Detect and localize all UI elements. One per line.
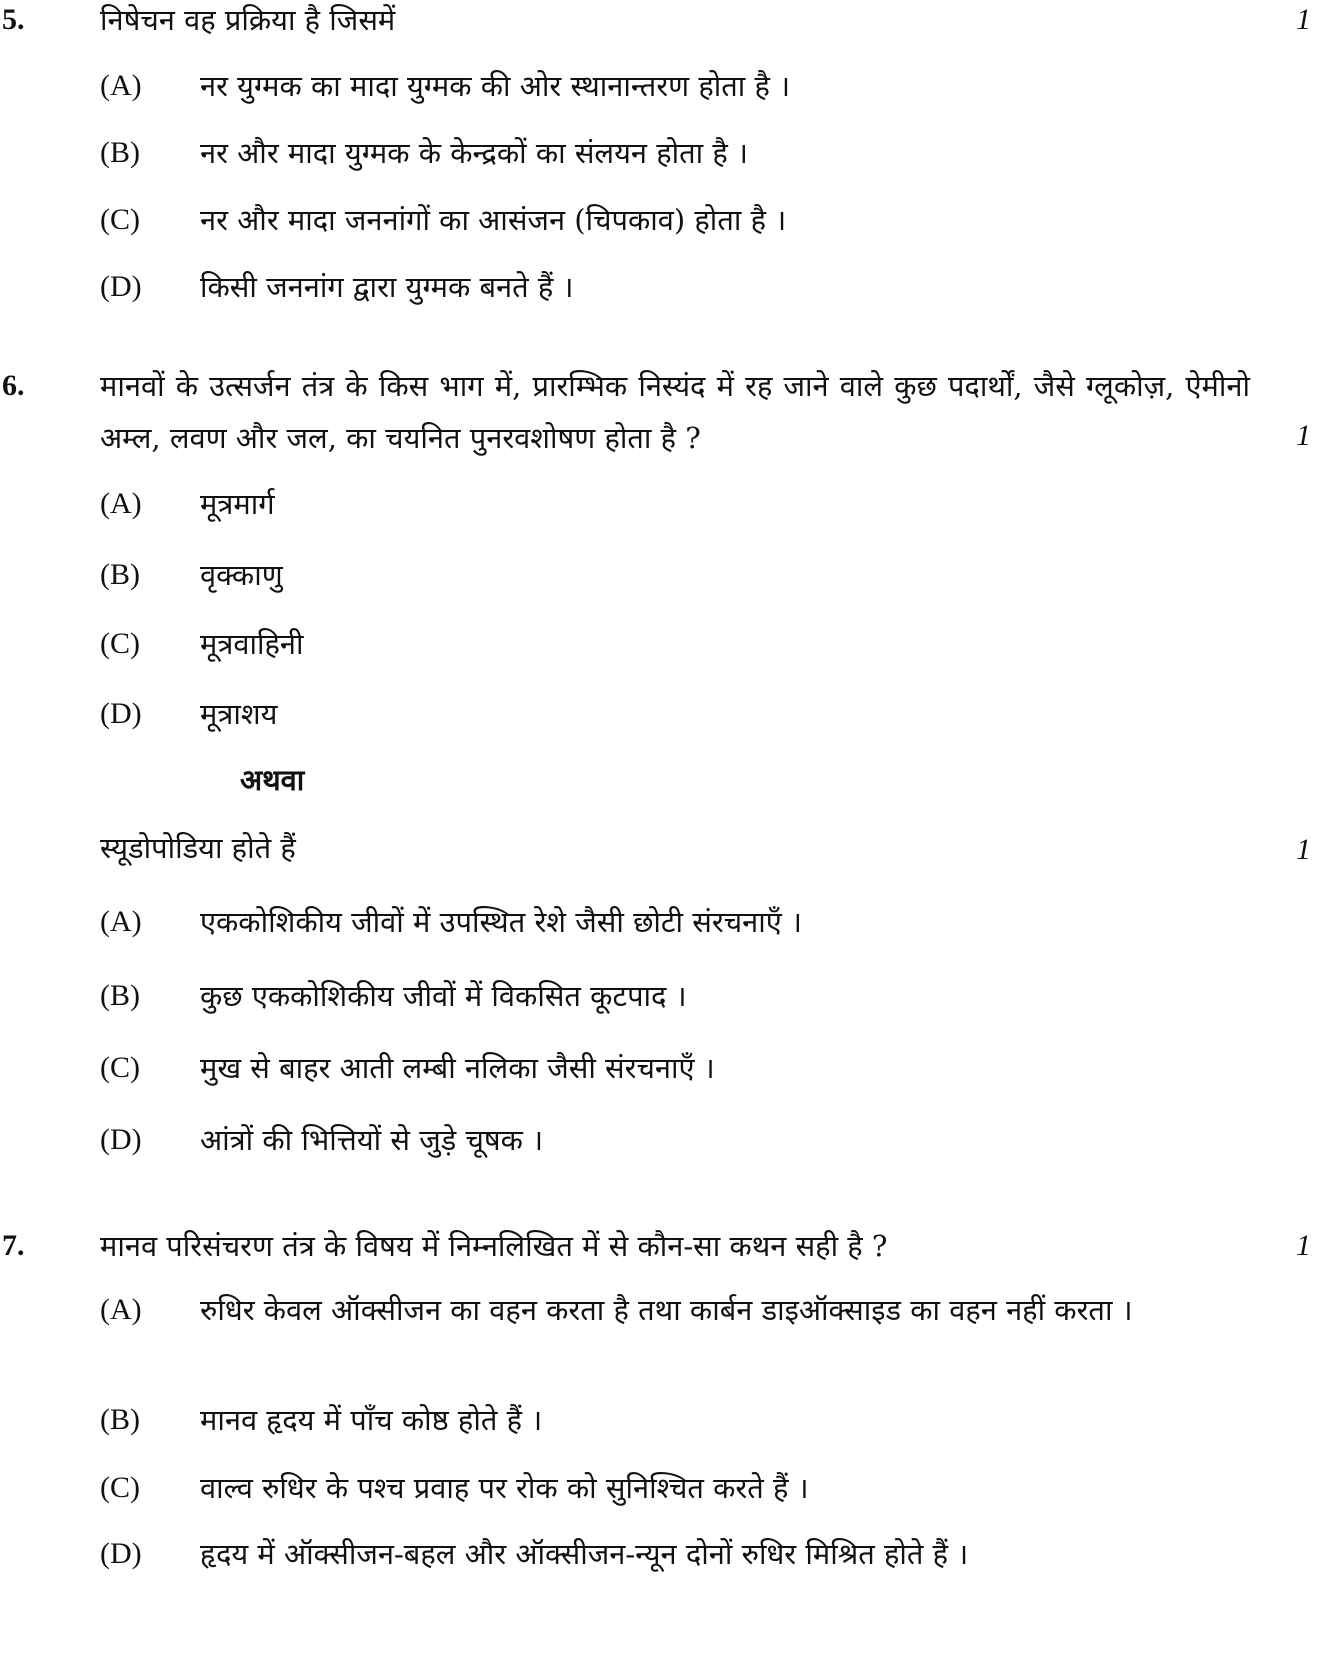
option-label: (C) [100,627,140,660]
option-text: नर और मादा युग्मक के केन्द्रकों का संलयन होता है । [200,136,749,170]
option-label: (B) [100,979,140,1012]
option-text: एककोशिकीय जीवों में उपस्थित रेशे जैसी छोटी संरचनाएँ । [200,905,803,939]
option-text: वाल्व रुधिर के पश्च प्रवाह पर रोक को सुनिश्चित करते हैं । [200,1471,809,1505]
question-6-marks: 1 [1296,419,1311,452]
option-label: (A) [100,1293,142,1326]
option-label: (D) [100,697,142,730]
option-label: (C) [100,203,140,236]
question-5-number: 5. [2,3,25,36]
option-label: (A) [100,487,142,520]
option-text: किसी जननांग द्वारा युग्मक बनते हैं । [200,270,574,304]
option-text: मूत्रवाहिनी [200,627,304,661]
option-text: हृदय में ऑक्सीजन-बहल और ऑक्सीजन-न्यून दोनों रुधिर मिश्रित होते हैं । [200,1537,969,1571]
option-text: नर और मादा जननांगों का आसंजन (चिपकाव) होता है । [200,203,787,237]
option-text: मुख से बाहर आती लम्बी नलिका जैसी संरचनाएँ । [200,1051,715,1085]
option-label: (D) [100,1537,142,1570]
question-5-text: निषेचन वह प्रक्रिया है जिसमें [100,3,396,37]
option-text: वृक्काणु [200,558,283,592]
question-7-text: मानव परिसंचरण तंत्र के विषय में निम्नलिखित में से कौन-सा कथन सही है ? [100,1229,888,1263]
option-text: आंत्रों की भित्तियों से जुड़े चूषक । [200,1123,544,1157]
option-text: नर युग्मक का मादा युग्मक की ओर स्थानान्तरण होता है । [200,69,791,103]
question-6-text: मानवों के उत्सर्जन तंत्र के किस भाग में, प्रारम्भिक निस्यंद में रह जाने वाले कुछ पदार्थों, जैसे ग्लूकोज़, ऐमीनो अम्ल, लवण और जल, का चयनित पुनरवशोषण होता है ? [100,369,1250,455]
or-separator: अथवा [240,763,305,797]
question-7-number: 7. [2,1229,25,1262]
question-6-alternate-text: स्यूडोपोडिया होते हैं [100,831,296,865]
option-label: (D) [100,1123,142,1156]
question-6-number: 6. [2,369,25,402]
option-label: (C) [100,1471,140,1504]
question-5-marks: 1 [1296,3,1311,36]
option-label: (B) [100,558,140,591]
option-text: मूत्रमार्ग [200,487,275,521]
option-text: मानव हृदय में पाँच कोष्ठ होते हैं । [200,1403,543,1437]
option-label: (A) [100,69,142,102]
option-label: (A) [100,905,142,938]
option-label: (B) [100,1403,140,1436]
question-7-marks: 1 [1296,1229,1311,1262]
option-label: (C) [100,1051,140,1084]
option-label: (D) [100,270,142,303]
option-label: (B) [100,136,140,169]
option-text: रुधिर केवल ऑक्सीजन का वहन करता है तथा कार्बन डाइऑक्साइड का वहन नहीं करता । [200,1293,1133,1327]
option-text: मूत्राशय [200,697,278,731]
option-text: कुछ एककोशिकीय जीवों में विकसित कूटपाद । [200,979,687,1013]
question-6-alternate-marks: 1 [1296,833,1311,866]
